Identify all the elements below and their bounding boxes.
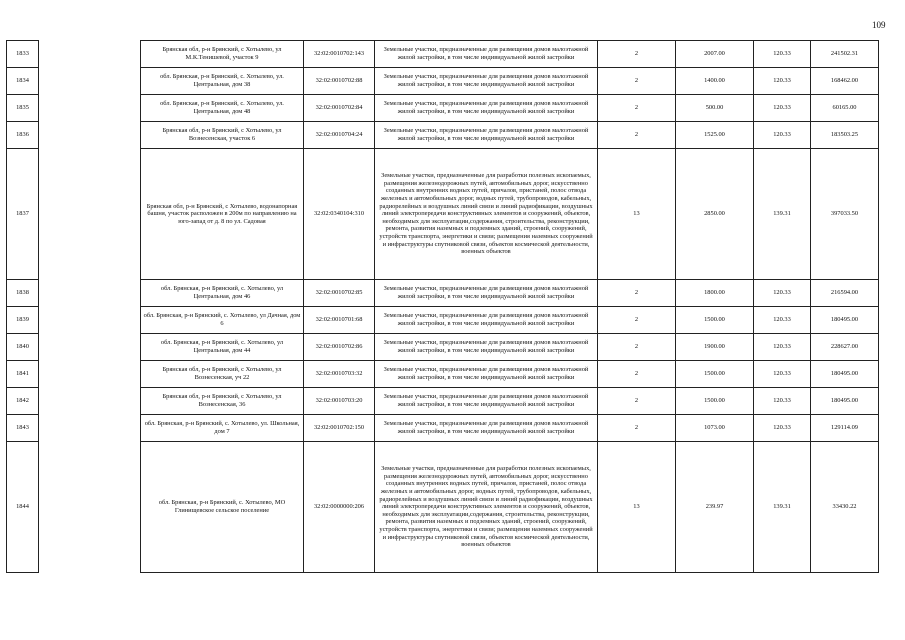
gap-cell: [39, 442, 141, 573]
row-number-cell: 1833: [7, 41, 39, 68]
group-code-cell: 2: [598, 122, 676, 149]
address-cell: обл. Брянская, р-н Брянский, с. Хотылево, ул. Центральная, дом 48: [141, 95, 304, 122]
cadastral-value-cell: 397033.50: [811, 149, 879, 280]
cadastral-number-cell: 32:02:0000000:206: [304, 442, 375, 573]
group-code-cell: 2: [598, 388, 676, 415]
cadastral-number-cell: 32:02:0010702:150: [304, 415, 375, 442]
cadastral-value-cell: 168462.00: [811, 68, 879, 95]
row-number-cell: 1840: [7, 334, 39, 361]
gap-cell: [39, 361, 141, 388]
group-code-cell: 2: [598, 307, 676, 334]
row-number-cell: 1839: [7, 307, 39, 334]
area-cell: 1073.00: [676, 415, 754, 442]
group-code-cell: 2: [598, 41, 676, 68]
cadastral-number-cell: 32:02:0340104:310: [304, 149, 375, 280]
area-cell: 1525.00: [676, 122, 754, 149]
group-code-cell: 2: [598, 361, 676, 388]
table-row: [7, 388, 879, 415]
group-code-cell: 2: [598, 334, 676, 361]
row-number-cell: 1838: [7, 280, 39, 307]
land-purpose-cell: Земельные участки, предназначенные для размещения домов малоэтажной жилой застройки, в том числе индивидуальной жилой застройки: [375, 361, 598, 388]
table-row: [7, 307, 879, 334]
gap-cell: [39, 307, 141, 334]
cadastral-number-cell: 32:02:0010702:84: [304, 95, 375, 122]
land-purpose-cell: Земельные участки, предназначенные для размещения домов малоэтажной жилой застройки, в том числе индивидуальной жилой застройки: [375, 334, 598, 361]
cadastral-value-cell: 183503.25: [811, 122, 879, 149]
page-number: 109: [872, 20, 886, 30]
land-purpose-cell: Земельные участки, предназначенные для размещения домов малоэтажной жилой застройки, в том числе индивидуальной жилой застройки: [375, 122, 598, 149]
cadastral-value-cell: 180495.00: [811, 361, 879, 388]
address-cell: Брянская обл, р-н Брянский, с Хотылево, ул Вознесенская, 36: [141, 388, 304, 415]
specific-value-cell: 120.33: [754, 307, 811, 334]
address-cell: обл. Брянская, р-н Брянский, с. Хотылево, ул. Школьная, дом 7: [141, 415, 304, 442]
gap-cell: [39, 415, 141, 442]
cadastral-value-cell: 180495.00: [811, 307, 879, 334]
cadastral-value-cell: 241502.31: [811, 41, 879, 68]
address-cell: Брянская обл, р-н Брянский, с Хотылево, ул Вознесенская, участок 6: [141, 122, 304, 149]
gap-cell: [39, 95, 141, 122]
specific-value-cell: 120.33: [754, 415, 811, 442]
table-row: [7, 361, 879, 388]
table-row: [7, 149, 879, 280]
row-number-cell: 1843: [7, 415, 39, 442]
cadastral-value-cell: 129114.09: [811, 415, 879, 442]
area-cell: 2850.00: [676, 149, 754, 280]
group-code-cell: 2: [598, 95, 676, 122]
address-cell: обл. Брянская, р-н Брянский, с. Хотылево, ул Центральная, дом 46: [141, 280, 304, 307]
cadastral-number-cell: 32:02:0010704:24: [304, 122, 375, 149]
land-purpose-cell: Земельные участки, предназначенные для размещения домов малоэтажной жилой застройки, в том числе индивидуальной жилой застройки: [375, 95, 598, 122]
cadastral-value-cell: 228627.00: [811, 334, 879, 361]
land-purpose-cell: Земельные участки, предназначенные для размещения домов малоэтажной жилой застройки, в том числе индивидуальной жилой застройки: [375, 280, 598, 307]
land-purpose-cell: Земельные участки, предназначенные для размещения домов малоэтажной жилой застройки, в том числе индивидуальной жилой застройки: [375, 41, 598, 68]
group-code-cell: 2: [598, 68, 676, 95]
cadastral-value-cell: 60165.00: [811, 95, 879, 122]
cadastral-value-cell: 33430.22: [811, 442, 879, 573]
specific-value-cell: 120.33: [754, 41, 811, 68]
area-cell: 2007.00: [676, 41, 754, 68]
land-purpose-cell: Земельные участки, предназначенные для разработки полезных ископаемых, размещения железнодорожных путей, автомобильных дорог, искусственно созданных внутренних водных путей, причалов, пристаней, полос отвода железных и автомобильных дорог, водных путей, трубопроводов, кабельных, радиорелейных и воздушных линий связи и линий радиофикации, воздушных линий электропередачи конструктивных элементов и сооружений, объектов, необходимых для эксплуатации,содержания, строительства, реконструкции, ремонта, развития наземных и подземных зданий, строений, сооружений, устройств транспорта, энергетики и связи; размещения наземных сооружений и инфраструктуры спутниковой связи, объектов космической деятельности, военных объектов: [375, 442, 598, 573]
cadastral-value-table: [6, 40, 879, 573]
row-number-cell: 1842: [7, 388, 39, 415]
specific-value-cell: 120.33: [754, 361, 811, 388]
gap-cell: [39, 41, 141, 68]
land-purpose-cell: Земельные участки, предназначенные для размещения домов малоэтажной жилой застройки, в том числе индивидуальной жилой застройки: [375, 415, 598, 442]
gap-cell: [39, 334, 141, 361]
land-purpose-cell: Земельные участки, предназначенные для размещения домов малоэтажной жилой застройки, в том числе индивидуальной жилой застройки: [375, 388, 598, 415]
area-cell: 1400.00: [676, 68, 754, 95]
cadastral-value-cell: 216594.00: [811, 280, 879, 307]
gap-cell: [39, 122, 141, 149]
table-row: [7, 41, 879, 68]
address-cell: обл. Брянская, р-н Брянский, с. Хотылево, ул Центральная, дом 44: [141, 334, 304, 361]
cadastral-number-cell: 32:02:0010703:20: [304, 388, 375, 415]
address-cell: Брянская обл, р-н Брянский, с Хотылево, ул Вознесенская, уч 22: [141, 361, 304, 388]
area-cell: 500.00: [676, 95, 754, 122]
cadastral-number-cell: 32:02:0010702:88: [304, 68, 375, 95]
specific-value-cell: 120.33: [754, 334, 811, 361]
land-purpose-cell: Земельные участки, предназначенные для размещения домов малоэтажной жилой застройки, в том числе индивидуальной жилой застройки: [375, 68, 598, 95]
gap-cell: [39, 68, 141, 95]
specific-value-cell: 120.33: [754, 388, 811, 415]
table-row: [7, 95, 879, 122]
area-cell: 1500.00: [676, 307, 754, 334]
area-cell: 1500.00: [676, 361, 754, 388]
row-number-cell: 1841: [7, 361, 39, 388]
specific-value-cell: 120.33: [754, 280, 811, 307]
specific-value-cell: 139.31: [754, 149, 811, 280]
row-number-cell: 1834: [7, 68, 39, 95]
area-cell: 239.97: [676, 442, 754, 573]
row-number-cell: 1837: [7, 149, 39, 280]
row-number-cell: 1836: [7, 122, 39, 149]
cadastral-number-cell: 32:02:0010701:68: [304, 307, 375, 334]
cadastral-number-cell: 32:02:0010702:86: [304, 334, 375, 361]
address-cell: Брянская обл, р-н Брянский, с Хотылево, ул М.К.Тенишевой, участок 9: [141, 41, 304, 68]
table-body: [7, 41, 879, 573]
area-cell: 1500.00: [676, 388, 754, 415]
group-code-cell: 13: [598, 149, 676, 280]
gap-cell: [39, 280, 141, 307]
row-number-cell: 1835: [7, 95, 39, 122]
table-row: [7, 334, 879, 361]
table-row: [7, 415, 879, 442]
cadastral-value-cell: 180495.00: [811, 388, 879, 415]
area-cell: 1800.00: [676, 280, 754, 307]
table-row: [7, 122, 879, 149]
cadastral-number-cell: 32:02:0010703:32: [304, 361, 375, 388]
gap-cell: [39, 388, 141, 415]
group-code-cell: 2: [598, 280, 676, 307]
group-code-cell: 2: [598, 415, 676, 442]
cadastral-number-cell: 32:02:0010702:85: [304, 280, 375, 307]
table-row: [7, 442, 879, 573]
address-cell: обл. Брянская, р-н Брянский, с. Хотылево, ул. Центральная, дом 38: [141, 68, 304, 95]
address-cell: Брянская обл, р-н Брянский, с Хотылево, водонапорная башня, участок расположен в 200м по направлению на юго-запад от д. 8 по ул. Садовая: [141, 149, 304, 280]
specific-value-cell: 120.33: [754, 122, 811, 149]
specific-value-cell: 120.33: [754, 95, 811, 122]
area-cell: 1900.00: [676, 334, 754, 361]
cadastral-number-cell: 32:02:0010702:143: [304, 41, 375, 68]
address-cell: обл. Брянская, р-н Брянский, с. Хотылево, МО Глинищевское сельское поселение: [141, 442, 304, 573]
row-number-cell: 1844: [7, 442, 39, 573]
specific-value-cell: 120.33: [754, 68, 811, 95]
specific-value-cell: 139.31: [754, 442, 811, 573]
table-row: [7, 280, 879, 307]
land-purpose-cell: Земельные участки, предназначенные для размещения домов малоэтажной жилой застройки, в том числе индивидуальной жилой застройки: [375, 307, 598, 334]
land-purpose-cell: Земельные участки, предназначенные для разработки полезных ископаемых, размещения железнодорожных путей, автомобильных дорог, искусственно созданных внутренних водных путей, причалов, пристаней, полос отвода железных и автомобильных дорог, водных путей, трубопроводов, кабельных, радиорелейных и воздушных линий связи и линий радиофикации, воздушных линий электропередачи конструктивных элементов и сооружений, объектов, необходимых для эксплуатации,содержания, строительства, реконструкции, ремонта, развития наземных и подземных зданий, строений, сооружений, устройств транспорта, энергетики и связи; размещения наземных сооружений и инфраструктуры спутниковой связи, объектов космической деятельности, военных объектов: [375, 149, 598, 280]
table-row: [7, 68, 879, 95]
address-cell: обл. Брянская, р-н Брянский, с. Хотылево, ул Дачная, дом 6: [141, 307, 304, 334]
group-code-cell: 13: [598, 442, 676, 573]
gap-cell: [39, 149, 141, 280]
